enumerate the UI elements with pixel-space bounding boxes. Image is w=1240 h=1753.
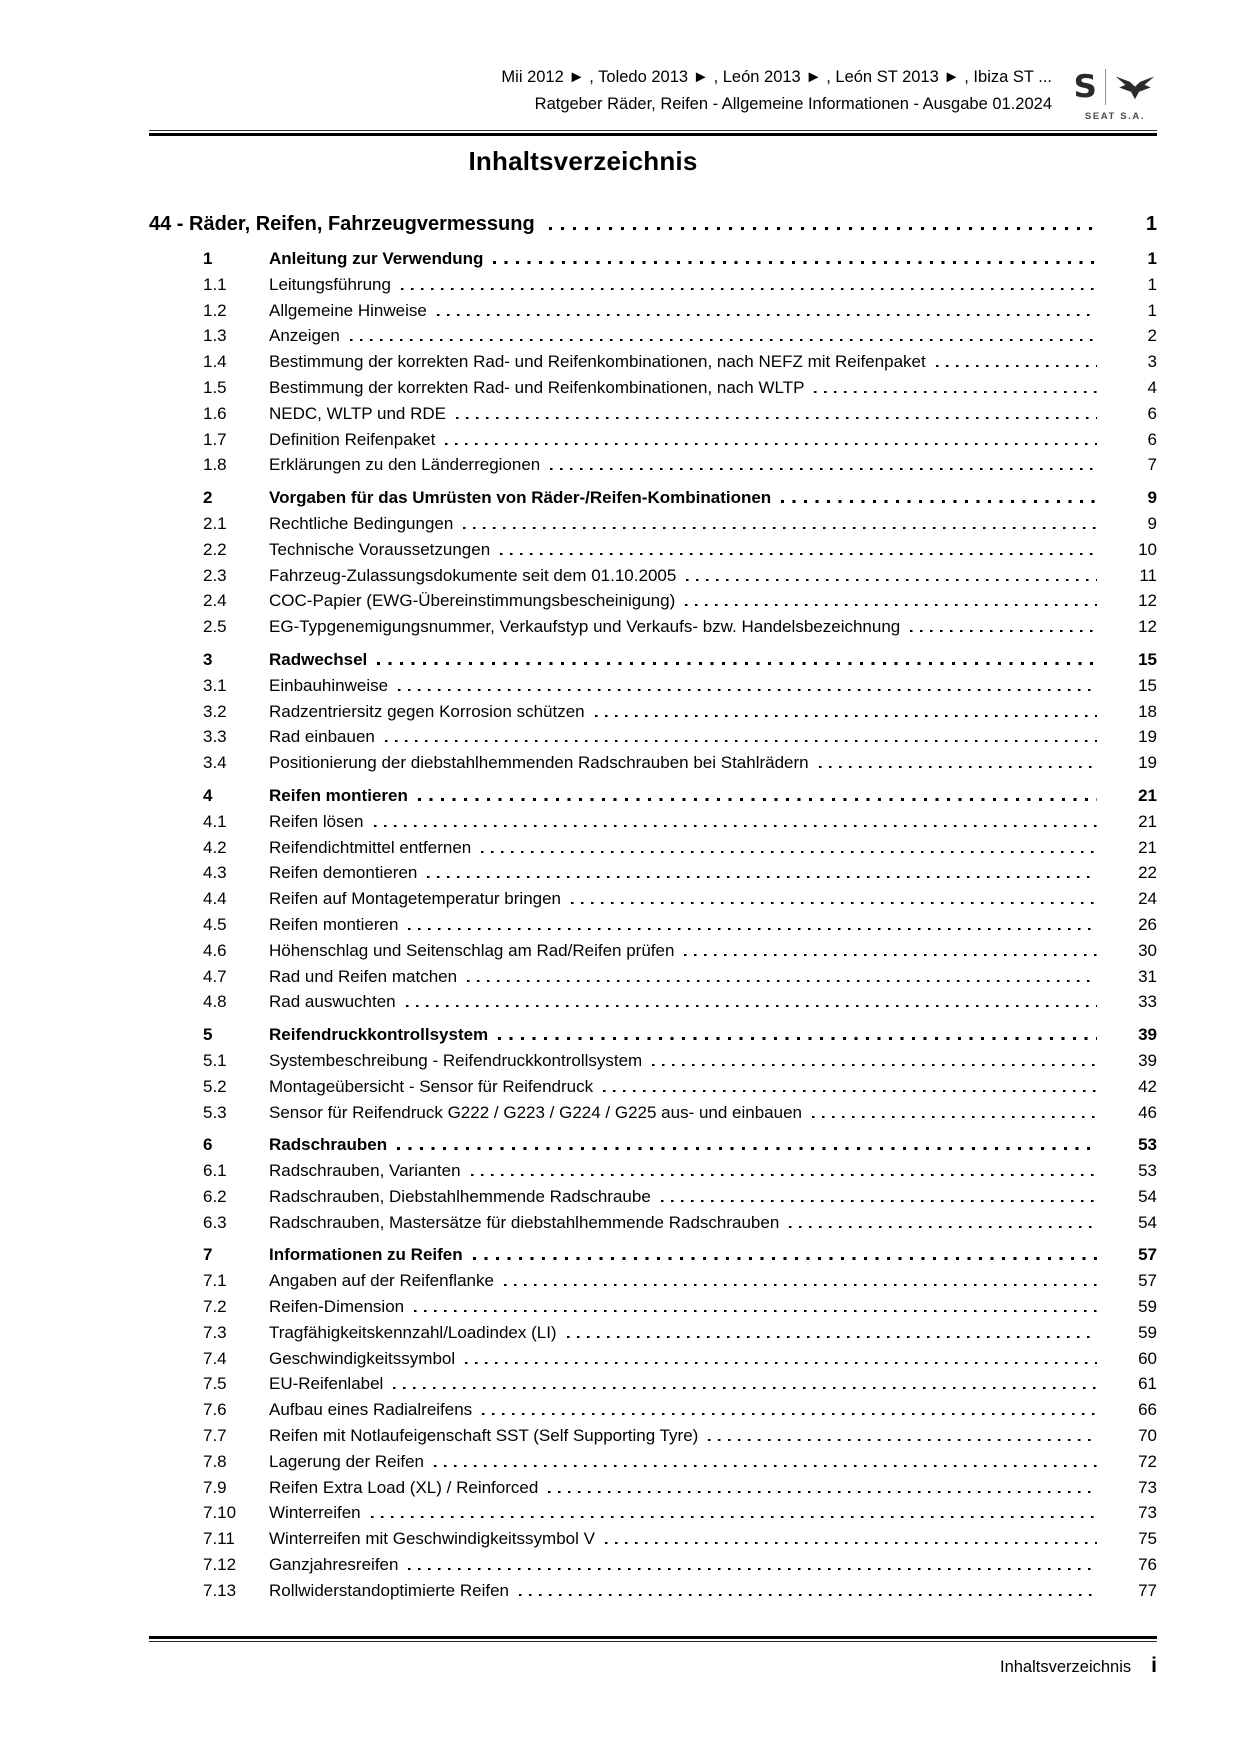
toc-entry-number: 1.2	[203, 300, 227, 320]
toc-entry-number: 7.9	[203, 1477, 227, 1497]
dot-leader	[408, 928, 1097, 930]
toc-entry-title: Definition Reifenpaket	[269, 429, 436, 449]
toc-entry-title: Einbauhinweise	[269, 675, 389, 695]
toc-entry[interactable]	[149, 724, 1157, 750]
toc-entry-title: Fahrzeug-Zulassungsdokumente seit dem 01.10.2005	[269, 565, 677, 585]
toc-entry[interactable]	[149, 1100, 1157, 1126]
toc-entry[interactable]	[149, 1132, 1157, 1158]
toc-list	[149, 246, 1157, 1604]
toc-entry-number: 4.8	[203, 992, 227, 1012]
toc-entry[interactable]	[149, 272, 1157, 298]
toc-entry-number: 3	[203, 649, 213, 669]
toc-entry[interactable]	[149, 989, 1157, 1015]
toc-entry-page: 76	[1138, 1555, 1157, 1575]
toc-entry-title: Reifen montieren	[269, 914, 399, 934]
toc-entry[interactable]	[149, 964, 1157, 990]
toc-entry-number: 3.4	[203, 753, 227, 773]
toc-entry-page: 61	[1138, 1374, 1157, 1394]
toc-entry-page: 9	[1147, 513, 1157, 533]
toc-entry-page: 18	[1138, 701, 1157, 721]
dot-leader	[781, 500, 1097, 503]
toc-entry-title: Vorgaben für das Umrüsten von Räder-/Reifen-Kombinationen	[269, 488, 772, 508]
toc-entry-number: 7.4	[203, 1348, 227, 1368]
toc-entry[interactable]	[149, 1397, 1157, 1423]
dot-leader	[371, 1516, 1097, 1518]
toc-entry-page: 57	[1138, 1245, 1157, 1265]
toc-entry-page: 53	[1138, 1135, 1157, 1155]
toc-entry-title: Radschrauben, Mastersätze für diebstahlhemmende Radschrauben	[269, 1212, 780, 1232]
toc-entry[interactable]	[149, 588, 1157, 614]
toc-entry-title: Reifendichtmittel entfernen	[269, 837, 472, 857]
toc-entry[interactable]	[149, 699, 1157, 725]
toc-chapter-page: 1	[1145, 213, 1157, 235]
toc-entry-page: 10	[1138, 539, 1157, 559]
toc-entry-number: 5.1	[203, 1050, 227, 1070]
toc-entry-number: 4.1	[203, 811, 227, 831]
dot-leader	[686, 579, 1097, 581]
toc-entry[interactable]	[149, 375, 1157, 401]
dot-leader	[814, 391, 1097, 393]
toc-entry-title: Rollwiderstandoptimierte Reifen	[269, 1580, 510, 1600]
toc-entry-page: 26	[1138, 914, 1157, 934]
toc-entry-number: 2.1	[203, 513, 227, 533]
dot-leader	[481, 851, 1097, 853]
toc-entry-title: EG-Typgenemigungsnummer, Verkaufstyp und Verkaufs- bzw. Handelsbezeichnung	[269, 617, 901, 637]
toc-entry-page: 15	[1138, 649, 1157, 669]
toc-entry-page: 59	[1138, 1297, 1157, 1317]
dot-leader	[406, 1005, 1097, 1007]
dot-leader	[377, 662, 1097, 665]
toc-entry-page: 31	[1138, 966, 1157, 986]
toc-entry-page: 6	[1147, 403, 1157, 423]
toc-entry-number: 7.7	[203, 1426, 227, 1446]
toc-entry-page: 15	[1138, 675, 1157, 695]
toc-entry-page: 77	[1138, 1580, 1157, 1600]
toc-entry-title: Höhenschlag und Seitenschlag am Rad/Reifen prüfen	[269, 940, 675, 960]
dot-leader	[493, 261, 1097, 264]
dot-leader	[397, 1147, 1097, 1150]
seat-sa-logo	[1068, 64, 1162, 122]
toc-entry-page: 72	[1138, 1451, 1157, 1471]
cupra-icon	[1114, 71, 1156, 103]
toc-entry[interactable]	[149, 1320, 1157, 1346]
toc-entry-title: Geschwindigkeitssymbol	[269, 1348, 456, 1368]
dot-leader	[567, 1336, 1097, 1338]
toc-entry-page: 1	[1147, 300, 1157, 320]
toc-entry-title: Radschrauben, Varianten	[269, 1161, 461, 1181]
toc-entry[interactable]	[149, 537, 1157, 563]
toc-entry[interactable]	[149, 1371, 1157, 1397]
toc-entry-number: 7.6	[203, 1400, 227, 1420]
dot-leader	[504, 1284, 1097, 1286]
dot-leader	[471, 1174, 1097, 1176]
toc-entry-title: Reifen demontieren	[269, 863, 418, 883]
toc-entry[interactable]	[149, 750, 1157, 776]
dot-leader	[684, 954, 1097, 956]
toc-entry[interactable]	[149, 1242, 1157, 1268]
toc-entry[interactable]	[149, 1268, 1157, 1294]
dot-leader	[463, 527, 1097, 529]
dot-leader	[498, 1037, 1097, 1040]
toc-entry-title: Anzeigen	[269, 326, 340, 346]
dot-leader	[445, 443, 1097, 445]
toc-entry-page: 1	[1147, 249, 1157, 268]
dot-leader	[812, 1116, 1097, 1118]
toc-entry-number: 7.12	[203, 1555, 237, 1575]
toc-entry[interactable]	[149, 349, 1157, 375]
toc-entry[interactable]	[149, 1475, 1157, 1501]
toc-entry-title: Rechtliche Bedingungen	[269, 513, 454, 533]
toc-entry-number: 2.4	[203, 591, 227, 611]
toc-entry-number: 1.5	[203, 377, 227, 397]
toc-entry-page: 66	[1138, 1400, 1157, 1420]
toc-entry[interactable]	[149, 1048, 1157, 1074]
toc-entry[interactable]	[149, 1022, 1157, 1048]
toc-entry-number: 4.2	[203, 837, 227, 857]
toc-entry-number: 2	[203, 488, 213, 508]
toc-entry-title: Reifen mit Notlaufeigenschaft SST (Self Supporting Tyre)	[269, 1426, 699, 1446]
toc-entry-page: 2	[1147, 326, 1157, 346]
toc-entry[interactable]	[149, 860, 1157, 886]
toc-entry-title: Lagerung der Reifen	[269, 1451, 425, 1471]
dot-leader	[482, 1413, 1097, 1415]
dot-leader	[473, 1257, 1097, 1260]
toc-entry[interactable]	[149, 673, 1157, 699]
toc-entry-page: 39	[1138, 1050, 1157, 1070]
toc-entry[interactable]	[149, 1449, 1157, 1475]
toc-entry-page: 60	[1138, 1348, 1157, 1368]
toc-entry-number: 4.3	[203, 863, 227, 883]
toc-entry-number: 7.8	[203, 1451, 227, 1471]
toc-entry-page: 11	[1139, 565, 1157, 585]
toc-entry-number: 1.3	[203, 326, 227, 346]
toc-entry-title: COC-Papier (EWG-Übereinstimmungsbescheinigung)	[269, 591, 676, 611]
toc-entry-title: Aufbau eines Radialreifens	[269, 1400, 473, 1420]
toc-entry[interactable]	[149, 485, 1157, 511]
dot-leader	[427, 876, 1097, 878]
toc-entry-page: 21	[1138, 837, 1157, 857]
toc-entry-title: Erklärungen zu den Länderregionen	[269, 455, 541, 475]
toc-entry[interactable]	[149, 1552, 1157, 1578]
toc-entry[interactable]	[149, 912, 1157, 938]
toc-entry[interactable]	[149, 938, 1157, 964]
toc-entry-title: Bestimmung der korrekten Rad- und Reifenkombinationen, nach NEFZ mit Reifenpaket	[269, 352, 926, 372]
dot-leader	[456, 417, 1097, 419]
dot-leader	[418, 798, 1097, 801]
seat-s-icon: S	[1073, 68, 1098, 105]
dot-leader	[685, 604, 1097, 606]
toc-entry-title: Rad und Reifen matchen	[269, 966, 458, 986]
toc-entry-page: 21	[1138, 785, 1157, 805]
logo-row	[1068, 68, 1162, 106]
toc-entry[interactable]	[149, 1074, 1157, 1100]
logo-caption-text: SEAT S.A.	[1084, 111, 1146, 122]
dot-leader	[603, 1090, 1097, 1092]
dot-leader	[548, 1491, 1097, 1493]
toc-entry[interactable]	[149, 886, 1157, 912]
dot-leader	[652, 1064, 1097, 1066]
toc-entry-page: 30	[1138, 940, 1157, 960]
toc-entry-page: 73	[1138, 1477, 1157, 1497]
toc-entry[interactable]	[149, 1526, 1157, 1552]
dot-leader	[350, 339, 1097, 341]
toc-entry-number: 7.2	[203, 1297, 227, 1317]
toc-entry-page: 75	[1138, 1529, 1157, 1549]
dot-leader	[434, 1465, 1097, 1467]
toc-entry[interactable]	[149, 1578, 1157, 1604]
toc-entry-page: 46	[1138, 1102, 1157, 1122]
dot-leader	[374, 825, 1097, 827]
dot-leader	[398, 689, 1097, 691]
toc-entry-title: Radzentriersitz gegen Korrosion schützen	[269, 701, 585, 721]
toc-entry-page: 19	[1138, 727, 1157, 747]
toc-entry[interactable]	[149, 298, 1157, 324]
toc-entry-page: 9	[1147, 488, 1157, 508]
dot-leader	[661, 1200, 1097, 1202]
toc-entry-page: 12	[1138, 617, 1157, 637]
toc-entry-number: 4.4	[203, 889, 227, 909]
toc-entry-number: 5.3	[203, 1102, 227, 1122]
dot-leader	[408, 1568, 1097, 1570]
toc-entry[interactable]	[149, 401, 1157, 427]
toc-entry-title: NEDC, WLTP und RDE	[269, 403, 446, 423]
toc-entry-number: 6.3	[203, 1212, 227, 1232]
table-of-contents	[149, 213, 1157, 1604]
toc-chapter-heading[interactable]	[149, 213, 1157, 236]
toc-entry-page: 6	[1147, 429, 1157, 449]
toc-entry-number: 6	[203, 1135, 213, 1155]
toc-entry-number: 5.2	[203, 1076, 227, 1096]
toc-entry-number: 1	[203, 249, 213, 268]
toc-entry-title: Radwechsel	[269, 649, 368, 669]
toc-entry-number: 4	[203, 785, 213, 805]
toc-entry-number: 2.2	[203, 539, 227, 559]
logo-divider	[1105, 69, 1106, 105]
toc-entry[interactable]	[149, 452, 1157, 478]
toc-entry-page: 39	[1138, 1025, 1157, 1045]
toc-entry-number: 4.6	[203, 940, 227, 960]
dot-leader	[936, 365, 1097, 367]
toc-entry-title: Technische Voraussetzungen	[269, 539, 491, 559]
toc-entry-number: 4.7	[203, 966, 227, 986]
toc-entry-page: 19	[1138, 753, 1157, 773]
toc-entry[interactable]	[149, 1346, 1157, 1372]
toc-entry-title: Rad einbauen	[269, 727, 375, 747]
dot-leader	[550, 468, 1097, 470]
toc-entry-number: 7.5	[203, 1374, 227, 1394]
toc-entry-page: 42	[1138, 1076, 1157, 1096]
toc-entry-title: Leitungsführung	[269, 274, 391, 294]
toc-entry-title: Rad auswuchten	[269, 992, 396, 1012]
toc-entry-title: Radschrauben	[269, 1135, 388, 1155]
toc-entry-number: 4.5	[203, 914, 227, 934]
toc-entry-number: 5	[203, 1025, 213, 1045]
dot-leader	[401, 288, 1097, 290]
toc-entry[interactable]	[149, 1500, 1157, 1526]
toc-entry[interactable]	[149, 1210, 1157, 1236]
toc-entry-page: 57	[1138, 1271, 1157, 1291]
toc-entry[interactable]	[149, 783, 1157, 809]
header-models-line: Mii 2012 ► , Toledo 2013 ► , León 2013 ► , León ST 2013 ► , Ibiza ST ...	[501, 68, 1052, 86]
toc-entry-page: 3	[1147, 352, 1157, 372]
dot-leader	[571, 902, 1097, 904]
dot-leader	[910, 630, 1097, 632]
toc-entry[interactable]	[149, 511, 1157, 537]
toc-entry-title: Radschrauben, Diebstahlhemmende Radschraube	[269, 1186, 651, 1206]
toc-entry-number: 6.2	[203, 1186, 227, 1206]
toc-entry[interactable]	[149, 1158, 1157, 1184]
dot-leader	[789, 1226, 1097, 1228]
toc-entry-page: 22	[1138, 863, 1157, 883]
toc-entry-number: 2.3	[203, 565, 227, 585]
toc-entry-number: 7.11	[203, 1529, 235, 1549]
toc-entry-title: Positionierung der diebstahlhemmenden Radschrauben bei Stahlrädern	[269, 753, 809, 773]
toc-entry-title: Winterreifen	[269, 1503, 361, 1523]
toc-entry-page: 73	[1138, 1503, 1157, 1523]
footer-page-number: i	[1151, 1654, 1157, 1677]
toc-entry-number: 1.1	[203, 274, 227, 294]
toc-entry-title: Sensor für Reifendruck G222 / G223 / G224 / G225 aus- und einbauen	[269, 1102, 803, 1122]
toc-entry[interactable]	[149, 1294, 1157, 1320]
toc-entry-page: 54	[1138, 1212, 1157, 1232]
toc-entry[interactable]	[149, 614, 1157, 640]
footer-label: Inhaltsverzeichnis	[1000, 1658, 1132, 1676]
page-footer	[1000, 1654, 1157, 1678]
toc-entry-page: 24	[1138, 889, 1157, 909]
toc-entry-page: 53	[1138, 1161, 1157, 1181]
toc-entry[interactable]	[149, 563, 1157, 589]
toc-entry-number: 6.1	[203, 1161, 227, 1181]
toc-entry-title: Reifen-Dimension	[269, 1297, 405, 1317]
dot-leader	[595, 715, 1097, 717]
toc-entry-title: Reifen auf Montagetemperatur bringen	[269, 889, 562, 909]
toc-entry-number: 7	[203, 1245, 213, 1265]
page-header	[149, 64, 1162, 122]
header-text	[501, 64, 1052, 118]
toc-entry-number: 7.3	[203, 1322, 227, 1342]
toc-entry-title: Montageübersicht - Sensor für Reifendruck	[269, 1076, 594, 1096]
toc-entry-page: 59	[1138, 1322, 1157, 1342]
footer-rule	[149, 1636, 1157, 1642]
toc-entry[interactable]	[149, 246, 1157, 272]
toc-entry-number: 7.1	[203, 1271, 227, 1291]
toc-entry-title: Reifen lösen	[269, 811, 364, 831]
toc-entry[interactable]	[149, 323, 1157, 349]
dot-leader	[708, 1439, 1097, 1441]
toc-entry-title: Allgemeine Hinweise	[269, 300, 427, 320]
toc-entry-page: 33	[1138, 992, 1157, 1012]
toc-entry-title: Angaben auf der Reifenflanke	[269, 1271, 494, 1291]
toc-entry-number: 1.8	[203, 455, 227, 475]
toc-entry-number: 1.4	[203, 352, 227, 372]
toc-entry[interactable]	[149, 809, 1157, 835]
toc-entry-page: 54	[1138, 1186, 1157, 1206]
toc-entry[interactable]	[149, 835, 1157, 861]
dot-leader	[385, 740, 1097, 742]
dot-leader	[549, 227, 1095, 230]
toc-entry[interactable]	[149, 647, 1157, 673]
dot-leader	[467, 980, 1097, 982]
toc-entry-title: Reifendruckkontrollsystem	[269, 1025, 489, 1045]
dot-leader	[519, 1594, 1097, 1596]
toc-entry-title: Systembeschreibung - Reifendruckkontrollsystem	[269, 1050, 643, 1070]
toc-entry-number: 7.10	[203, 1503, 237, 1523]
toc-entry-title: Bestimmung der korrekten Rad- und Reifenkombinationen, nach WLTP	[269, 377, 805, 397]
toc-entry-title: Reifen montieren	[269, 785, 408, 805]
toc-entry-number: 3.1	[203, 675, 227, 695]
dot-leader	[819, 766, 1097, 768]
header-document-line: Ratgeber Räder, Reifen - Allgemeine Informationen - Ausgabe 01.2024	[534, 95, 1052, 113]
toc-entry[interactable]	[149, 1184, 1157, 1210]
toc-entry-number: 1.7	[203, 429, 227, 449]
toc-entry-page: 1	[1147, 274, 1157, 294]
toc-entry-number: 1.6	[203, 403, 227, 423]
toc-entry-page: 70	[1138, 1426, 1157, 1446]
toc-entry-number: 2.5	[203, 617, 227, 637]
toc-entry[interactable]	[149, 427, 1157, 453]
toc-entry-title: Reifen Extra Load (XL) / Reinforced	[269, 1477, 539, 1497]
toc-entry-number: 3.2	[203, 701, 227, 721]
header-rule	[149, 130, 1157, 136]
toc-entry-title: Ganzjahresreifen	[269, 1555, 399, 1575]
toc-entry-page: 12	[1138, 591, 1157, 611]
dot-leader	[500, 553, 1097, 555]
toc-entry-title: Winterreifen mit Geschwindigkeitssymbol V	[269, 1529, 595, 1549]
page-title: Inhaltsverzeichnis	[468, 146, 698, 176]
toc-chapter-label: 44 - Räder, Reifen, Fahrzeugvermessung	[149, 213, 535, 235]
toc-entry-title: Anleitung zur Verwendung	[269, 249, 484, 268]
toc-entry-title: Tragfähigkeitskennzahl/Loadindex (LI)	[269, 1322, 557, 1342]
dot-leader	[393, 1387, 1097, 1389]
toc-entry-page: 21	[1138, 811, 1157, 831]
toc-entry-page: 7	[1147, 455, 1157, 475]
toc-entry-title: EU-Reifenlabel	[269, 1374, 384, 1394]
dot-leader	[414, 1310, 1097, 1312]
toc-entry-number: 3.3	[203, 727, 227, 747]
toc-entry-title: Informationen zu Reifen	[269, 1245, 463, 1265]
toc-entry-page: 4	[1147, 377, 1157, 397]
dot-leader	[437, 314, 1097, 316]
dot-leader	[605, 1542, 1097, 1544]
toc-entry[interactable]	[149, 1423, 1157, 1449]
dot-leader	[465, 1362, 1097, 1364]
toc-entry-number: 7.13	[203, 1580, 237, 1600]
